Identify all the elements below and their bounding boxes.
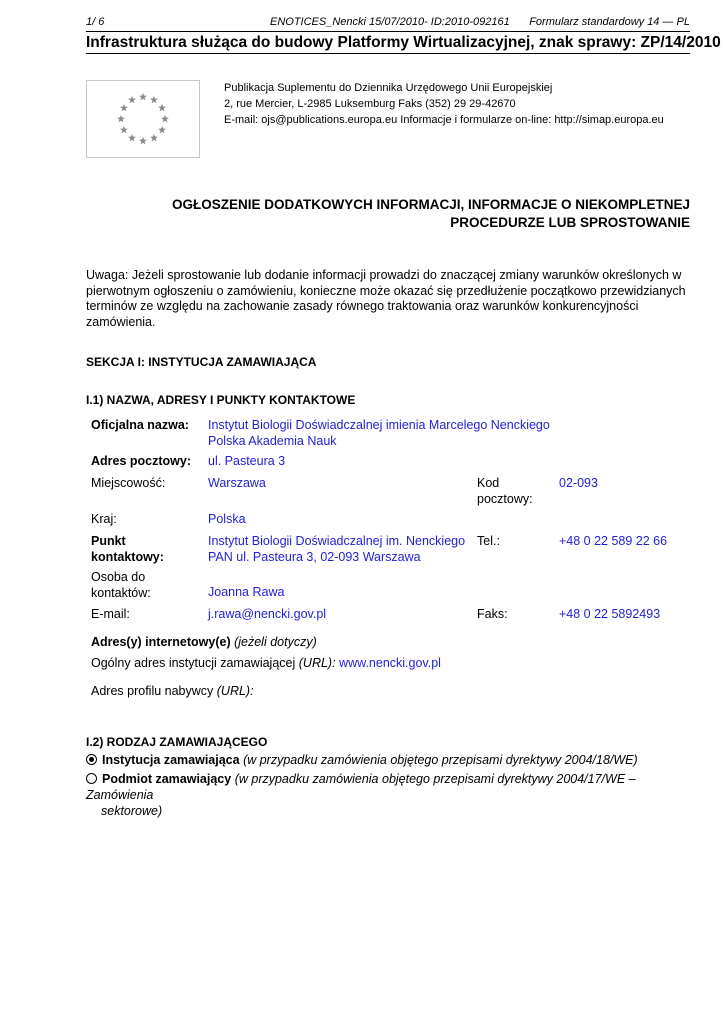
warning-note bbox=[86, 268, 690, 330]
fax-value: +48 0 22 5892493 bbox=[559, 607, 661, 621]
email-link[interactable]: j.rawa@nencki.gov.pl bbox=[208, 607, 327, 621]
star-icon bbox=[128, 134, 136, 142]
official-name-label: Oficjalna nazwa: bbox=[91, 418, 189, 432]
star-icon bbox=[128, 96, 136, 104]
option-note: (w przypadku zamówienia objętego przepisami dyrektywy 2004/18/WE) bbox=[243, 753, 638, 767]
internet-address-label: Adres(y) internetowy(e) bbox=[91, 635, 231, 649]
fax-label: Faks: bbox=[477, 607, 508, 621]
header-divider bbox=[86, 31, 690, 32]
notice-heading bbox=[86, 196, 690, 232]
option-label: Instytucja zamawiająca bbox=[102, 753, 240, 767]
internet-address-heading bbox=[91, 635, 317, 651]
official-name-line: Instytut Biologii Doświadczalnej imienia Marcelego Nenckiego bbox=[208, 418, 550, 432]
contact-person-label-line: Osoba do bbox=[91, 570, 146, 584]
country-value: Polska bbox=[208, 512, 246, 526]
star-icon bbox=[120, 104, 128, 112]
option-contracting-entity[interactable] bbox=[86, 771, 690, 819]
star-icon bbox=[139, 137, 147, 145]
publication-line: Publikacja Suplementu do Dziennika Urzędowego Unii Europejskiej bbox=[224, 82, 553, 94]
star-icon bbox=[158, 104, 166, 112]
option-note: sektorowe) bbox=[101, 804, 163, 818]
star-icon bbox=[150, 134, 158, 142]
postcode-label-line: Kod bbox=[477, 476, 500, 490]
general-url-link[interactable]: www.nencki.gov.pl bbox=[339, 656, 441, 670]
star-icon bbox=[120, 126, 128, 134]
city-label: Miejscowość: bbox=[91, 476, 166, 490]
option-contracting-authority[interactable] bbox=[86, 752, 690, 768]
official-name-value bbox=[208, 418, 550, 449]
radio-unselected-icon[interactable] bbox=[86, 773, 97, 784]
contact-person-label-line: kontaktów: bbox=[91, 585, 151, 600]
tel-value: +48 0 22 589 22 66 bbox=[559, 534, 668, 548]
star-icon bbox=[161, 115, 169, 123]
star-icon bbox=[117, 115, 125, 123]
contact-point-line: Instytut Biologii Doświadczalnej im. Nenckiego bbox=[208, 534, 466, 548]
note-line: terminów ze względu na zachowanie zasady równego traktowania oraz warunków konkurencyjności bbox=[86, 299, 639, 313]
note-line: Uwaga: Jeżeli sprostowanie lub dodanie informacji prowadzi do znaczącej zmiany warunków określonych w bbox=[86, 268, 682, 282]
subsection-heading: I.2) RODZAJ ZAMAWIAJĄCEGO bbox=[86, 735, 268, 749]
contact-point-label bbox=[91, 534, 164, 565]
note-line: pierwotnym ogłoszeniu o zamówieniu, konieczne może okazać się przedłużenie początkowo przewidzianych bbox=[86, 283, 686, 298]
general-url-note: (URL): bbox=[298, 656, 336, 670]
page-number: 1/ 6 bbox=[86, 16, 105, 28]
notice-heading-line: OGŁOSZENIE DODATKOWYCH INFORMACJI, INFORMACJE O NIEKOMPLETNEJ bbox=[171, 197, 690, 212]
note-line: zamówienia. bbox=[86, 314, 156, 329]
contact-person-label bbox=[91, 570, 151, 601]
section-heading: SEKCJA I: INSTYTUCJA ZAMAWIAJĄCA bbox=[86, 355, 317, 369]
tel-label: Tel.: bbox=[477, 534, 500, 548]
contact-point-value bbox=[208, 534, 465, 565]
notice-id: ENOTICES_Nencki 15/07/2010- ID:2010-092161 bbox=[270, 16, 510, 28]
publication-info bbox=[224, 80, 664, 128]
internet-address-note: (jeżeli dotyczy) bbox=[234, 635, 317, 649]
general-url-row bbox=[91, 656, 441, 672]
postcode-label bbox=[477, 476, 533, 507]
buyer-profile-label: Adres profilu nabywcy bbox=[91, 684, 214, 698]
subsection-heading: I.1) NAZWA, ADRESY I PUNKTY KONTAKTOWE bbox=[86, 393, 356, 407]
contact-point-line: PAN ul. Pasteura 3, 02-093 Warszawa bbox=[208, 549, 421, 564]
radio-selected-icon[interactable] bbox=[86, 754, 97, 765]
contact-point-label-line: Punkt bbox=[91, 534, 126, 548]
form-name: Formularz standardowy 14 — PL bbox=[529, 16, 690, 28]
general-url-label: Ogólny adres instytucji zamawiającej bbox=[91, 656, 296, 670]
notice-heading-line: PROCEDURZE LUB SPROSTOWANIE bbox=[450, 215, 690, 230]
eu-flag-logo bbox=[86, 80, 200, 158]
official-name-line: Polska Akademia Nauk bbox=[208, 433, 337, 448]
star-icon bbox=[139, 93, 147, 101]
buyer-profile-note: (URL): bbox=[216, 684, 254, 698]
email-label: E-mail: bbox=[91, 607, 130, 621]
postal-address-value: ul. Pasteura 3 bbox=[208, 454, 286, 468]
contact-point-label-line: kontaktowy: bbox=[91, 549, 164, 564]
eu-stars-icon bbox=[87, 81, 199, 157]
postcode-label-line: pocztowy: bbox=[477, 491, 533, 506]
postal-address-label: Adres pocztowy: bbox=[91, 454, 192, 468]
star-icon bbox=[150, 96, 158, 104]
option-note: (w przypadku zamówienia objętego przepisami dyrektywy 2004/17/WE – Zamówienia bbox=[86, 772, 636, 802]
postcode-value: 02-093 bbox=[559, 476, 598, 490]
option-label: Podmiot zamawiający bbox=[102, 772, 232, 786]
title-divider bbox=[86, 53, 690, 54]
country-label: Kraj: bbox=[91, 512, 117, 526]
buyer-profile-row bbox=[91, 684, 254, 700]
publication-address: 2, rue Mercier, L-2985 Luksemburg Faks (352) 29 29-42670 bbox=[224, 98, 516, 110]
publication-contact: E-mail: ojs@publications.europa.eu Informacje i formularze on-line: http://simap.europa.eu bbox=[224, 114, 664, 126]
contact-person-value: Joanna Rawa bbox=[208, 585, 285, 599]
city-value: Warszawa bbox=[208, 476, 266, 490]
star-icon bbox=[158, 126, 166, 134]
document-title: Infrastruktura służąca do budowy Platformy Wirtualizacyjnej, znak sprawy: ZP/14/2010 bbox=[86, 34, 721, 51]
